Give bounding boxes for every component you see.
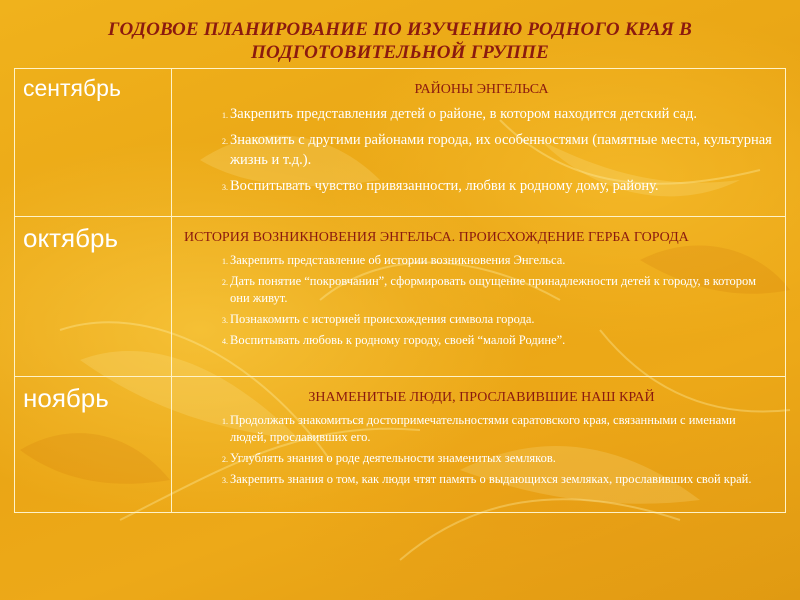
list-item: 1. Закрепить представление об истории возникновения Энгельса.	[230, 252, 773, 269]
table-row	[15, 377, 786, 513]
content-cell	[172, 217, 786, 377]
list-item: 2. Углублять знания о роде деятельности знаменитых земляков.	[230, 450, 773, 467]
month-cell: октябрь	[15, 217, 172, 377]
list-item: 2. Знакомить с другими районами города, их особенностями (памятные места, культурная жизнь и т.д.).	[230, 130, 773, 170]
list-item: 2. Дать понятие “покровчанин”, сформировать ощущение принадлежности детей к городу, в котором они живут.	[230, 273, 773, 307]
content-cell	[172, 377, 786, 513]
section-heading: РАЙОНЫ ЭНГЕЛЬСА	[414, 82, 549, 97]
table-row	[15, 69, 786, 217]
list-item: 3. Воспитывать чувство привязанности, любви к родному дому, району.	[230, 176, 773, 196]
page-title: ГОДОВОЕ ПЛАНИРОВАНИЕ ПО ИЗУЧЕНИЮ РОДНОГО КРАЯ В ПОДГОТОВИТЕЛЬНОЙ ГРУППЕ	[108, 19, 692, 63]
list-item: 3. Познакомить с историей происхождения символа города.	[230, 311, 773, 328]
month-cell: сентябрь	[15, 69, 172, 217]
table-row	[15, 217, 786, 377]
list-item: 4. Воспитывать любовь к родному городу, своей “малой Родине”.	[230, 332, 773, 349]
list-item: 3. Закрепить знания о том, как люди чтят память о выдающихся земляках, прославивших свой край.	[230, 471, 773, 488]
content-cell	[172, 69, 786, 217]
goals-list	[190, 252, 773, 349]
month-cell: ноябрь	[15, 377, 172, 513]
section-heading: ИСТОРИЯ ВОЗНИКНОВЕНИЯ ЭНГЕЛЬСА. ПРОИСХОЖДЕНИЕ ГЕРБА ГОРОДА	[184, 230, 689, 245]
list-item: 1. Закрепить представления детей о районе, в котором находится детский сад.	[230, 104, 773, 124]
section-heading: ЗНАМЕНИТЫЕ ЛЮДИ, ПРОСЛАВИВШИЕ НАШ КРАЙ	[308, 390, 655, 405]
list-item: 1. Продолжать знакомиться достопримечательностями саратовского края, связанными с именами людей, прославивших его.	[230, 412, 773, 446]
goals-list	[190, 412, 773, 488]
goals-list	[190, 104, 773, 196]
planning-table	[14, 68, 786, 513]
